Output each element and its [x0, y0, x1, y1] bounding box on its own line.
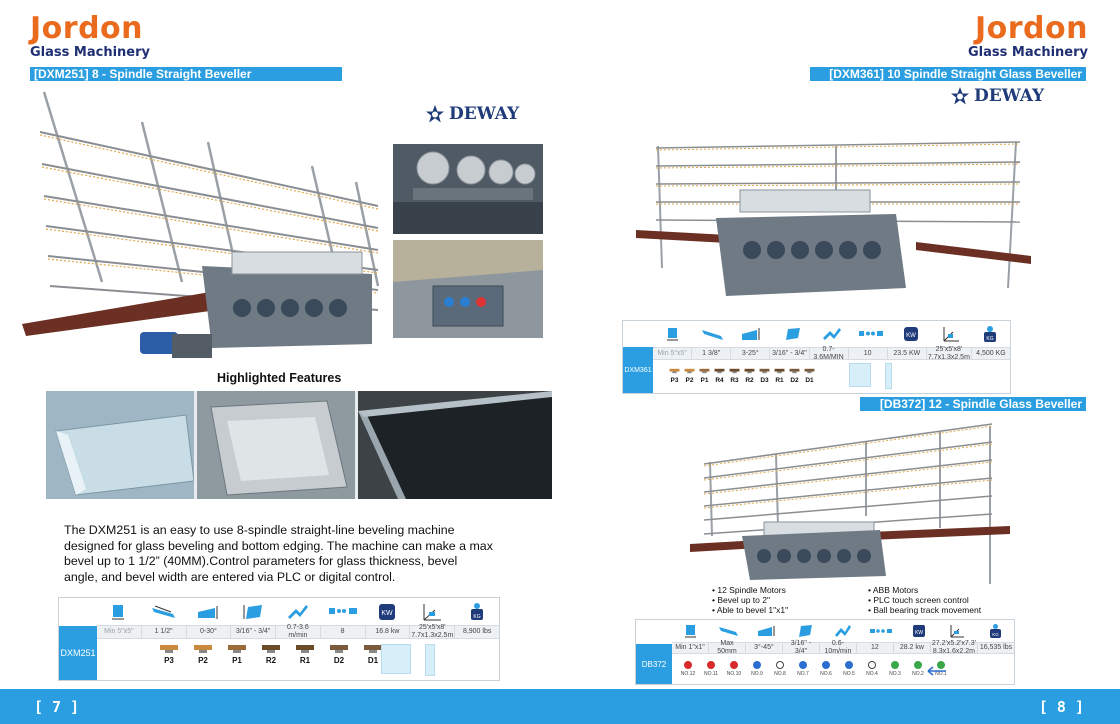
wheel-sequence	[159, 644, 383, 665]
svg-text:KW: KW	[381, 609, 393, 617]
feature-list-b	[868, 585, 981, 615]
spec-speed: 0.6-10m/min	[820, 643, 857, 653]
spec-power: 23.5 KW	[888, 348, 927, 359]
spec-bevel-angle: 3°-45°	[746, 643, 783, 653]
spindle-dot	[839, 661, 859, 677]
spindle-dot-marker	[891, 661, 899, 669]
spindle-dot-label: NO.11	[703, 671, 719, 677]
wheel-item: R1	[295, 644, 315, 665]
feature-item: • 12 Spindle Motors	[712, 585, 788, 595]
wheel-item: D2	[329, 644, 349, 665]
brand-name: Jordon	[30, 11, 144, 46]
spec-bevel-width: 1 3/8"	[692, 348, 731, 359]
glass-preview	[381, 644, 411, 674]
spec-table-dxm251	[58, 597, 500, 681]
glass-size-icon	[97, 598, 142, 625]
machine-image-db372	[690, 416, 1020, 584]
wheel-item: D3	[759, 367, 770, 384]
spindle-dot-marker	[707, 661, 715, 669]
spec-icon-row	[97, 598, 499, 625]
bevel-angle-icon	[732, 321, 772, 347]
feature-item: • Bevel up to 2"	[712, 595, 788, 605]
spindle-dot-marker	[730, 661, 738, 669]
glass-size-icon	[672, 620, 710, 642]
feature-photo-mirror-edge	[358, 391, 552, 499]
wheel-item: D1	[804, 367, 815, 384]
spindle-dot-marker	[684, 661, 692, 669]
feature-item: • ABB Motors	[868, 585, 981, 595]
weight-icon	[454, 598, 499, 625]
feature-item: • PLC touch screen control	[868, 595, 981, 605]
wheel-item: R2	[261, 644, 281, 665]
page-number-left: [ 7 ]	[34, 698, 80, 716]
spec-value-row	[672, 642, 1014, 654]
section-title-dxm251: [DXM251] 8 - Spindle Straight Beveller	[30, 67, 342, 81]
svg-text:KW: KW	[914, 630, 924, 636]
glass-size-icon	[653, 321, 693, 347]
wheel-icon	[295, 644, 315, 654]
wheel-item: P3	[159, 644, 179, 665]
wheel-icon	[159, 644, 179, 654]
brand-logo-left	[30, 11, 150, 60]
feature-photo-bevelled-glass	[197, 391, 355, 499]
weight-icon	[976, 620, 1014, 642]
spindle-dot-label: NO.2	[912, 671, 924, 677]
wheel-item: R3	[729, 367, 740, 384]
power-kw-icon	[891, 321, 931, 347]
bevel-width-icon	[142, 598, 187, 625]
spindle-count-icon	[851, 321, 891, 347]
bevel-preview	[885, 363, 892, 389]
wheel-item: R2	[744, 367, 755, 384]
spindle-dot-marker	[753, 661, 761, 669]
deway-name: DEWAY	[974, 86, 1045, 106]
wheel-icon	[363, 644, 383, 654]
bevel-width-icon	[710, 620, 748, 642]
spec-value-row	[97, 625, 499, 639]
spindle-dot-label: NO.5	[843, 671, 855, 677]
deway-logo	[425, 104, 519, 124]
deway-name: DEWAY	[449, 104, 520, 124]
dimensions-icon	[938, 620, 976, 642]
wheel-icon	[193, 644, 213, 654]
wheel-icon	[227, 644, 247, 654]
spec-thickness: 3/16" - 3/4"	[231, 626, 276, 638]
spindle-dot-label: NO.10	[726, 671, 742, 677]
power-kw-icon	[900, 620, 938, 642]
spindle-dot-marker	[868, 661, 876, 669]
spec-icon-row	[672, 620, 1014, 642]
brand-name: Jordon	[974, 11, 1088, 46]
spec-power: 28.2 kw	[894, 643, 931, 653]
wheel-icon	[329, 644, 349, 654]
section-title-db372: [DB372] 12 - Spindle Glass Beveller	[860, 397, 1086, 411]
spec-min-size: Min 1"x1"	[672, 643, 709, 653]
weight-icon	[970, 321, 1010, 347]
wheel-icon	[774, 367, 785, 375]
spindle-count-icon	[320, 598, 365, 625]
spec-dimensions: 27.2'x5.2'x7.3' 8.3x1.6x2.2m	[931, 640, 976, 655]
svg-text:KW: KW	[906, 333, 916, 339]
spec-spindles: 8	[321, 626, 366, 638]
spindle-count-icon	[862, 620, 900, 642]
feature-item: • Able to bevel 1"x1"	[712, 605, 788, 615]
wheel-item: P3	[669, 367, 680, 384]
spec-weight: 8,900 lbs	[462, 628, 492, 635]
spindle-dot-marker	[776, 661, 784, 669]
spindle-dot	[908, 661, 928, 677]
spindle-dot-marker	[845, 661, 853, 669]
spec-speed: 0.7-3.6M/MIN	[810, 348, 849, 359]
spec-thickness: 3/16" - 3/4"	[783, 643, 820, 653]
spindle-dot-label: NO.6	[820, 671, 832, 677]
spec-dimensions: 25'x5'x8' 7.7x1.3x2.5m	[927, 345, 970, 361]
model-label: DXM251	[59, 626, 97, 680]
wheel-item: P1	[699, 367, 710, 384]
spec-dimensions: 25'x5'x8' 7.7x1.3x2.5m	[411, 624, 454, 639]
spindle-dot-label: NO.7	[797, 671, 809, 677]
highlighted-features-heading: Highlighted Features	[217, 371, 342, 385]
glass-thickness-icon	[231, 598, 276, 625]
wheel-icon	[744, 367, 755, 375]
wheel-item: P2	[193, 644, 213, 665]
brand-tagline: Glass Machinery	[968, 45, 1088, 60]
deway-star-icon	[950, 86, 970, 106]
model-label: DB372	[636, 644, 672, 684]
wheel-icon	[789, 367, 800, 375]
bevel-preview	[425, 644, 435, 676]
section-title-dxm361: [DXM361] 10 Spindle Straight Glass Beveller	[810, 67, 1086, 81]
spindle-dot	[885, 661, 905, 677]
spindle-dot	[724, 661, 744, 677]
spec-spindles: 10	[849, 348, 888, 359]
spindle-dot-marker	[799, 661, 807, 669]
feature-item: • Ball bearing track movement	[868, 605, 981, 615]
spec-thickness: 3/16" - 3/4"	[770, 348, 809, 359]
spec-table-db372	[635, 619, 1015, 685]
spec-bevel-angle: 3-25°	[731, 348, 770, 359]
spindle-dot	[770, 661, 790, 677]
spindle-dot-label: NO.8	[774, 671, 786, 677]
wheel-item: R1	[774, 367, 785, 384]
wheel-icon	[804, 367, 815, 375]
wheel-item: D2	[789, 367, 800, 384]
glass-preview	[849, 363, 871, 387]
glass-thickness-icon	[786, 620, 824, 642]
spec-icon-row	[653, 321, 1010, 347]
spindle-dot	[678, 661, 698, 677]
dimensions-icon	[410, 598, 455, 625]
spindle-dot-label: NO.12	[680, 671, 696, 677]
bevel-angle-icon	[748, 620, 786, 642]
svg-text:KG: KG	[473, 613, 481, 620]
brand-logo-right	[968, 11, 1088, 60]
spec-max-bevel: Max 50mm	[709, 643, 746, 653]
feature-list-a	[712, 585, 788, 615]
spec-speed: 0.7-3.6 m/min	[276, 626, 321, 638]
wheel-item: P2	[684, 367, 695, 384]
spindle-dot-label: NO.4	[866, 671, 878, 677]
glass-thickness-icon	[772, 321, 812, 347]
wheel-icon	[684, 367, 695, 375]
wheel-sequence	[669, 367, 815, 384]
svg-text:KG: KG	[986, 336, 994, 342]
spec-min-size: Min 5"x5"	[97, 626, 142, 638]
speed-icon	[812, 321, 852, 347]
spindle-dot	[747, 661, 767, 677]
wheel-item: P1	[227, 644, 247, 665]
spec-power: 16.8 kw	[366, 626, 411, 638]
wheel-item: R4	[714, 367, 725, 384]
machine-image-dxm361	[636, 138, 1031, 306]
spindle-dot-marker	[914, 661, 922, 669]
wheel-icon	[669, 367, 680, 375]
spindle-sequence	[678, 661, 951, 677]
wheel-icon	[714, 367, 725, 375]
wheel-icon	[759, 367, 770, 375]
spindle-dot-marker	[822, 661, 830, 669]
speed-icon	[276, 598, 321, 625]
bevel-angle-icon	[186, 598, 231, 625]
spindle-dot-label: NO.1	[935, 671, 947, 677]
detail-photo-control-panel	[393, 240, 543, 338]
spec-table-dxm361	[622, 320, 1011, 394]
bevel-width-icon	[693, 321, 733, 347]
spec-spindles: 12	[857, 643, 894, 653]
power-kw-icon	[365, 598, 410, 625]
machine-image-dxm251	[22, 86, 384, 366]
spindle-dot	[862, 661, 882, 677]
dimensions-icon	[931, 321, 971, 347]
spec-bevel-width: 1 1/2"	[142, 626, 187, 638]
features-photo-strip	[46, 391, 552, 499]
arrow-left-icon	[926, 666, 948, 676]
spindle-dot	[793, 661, 813, 677]
spec-weight: 16,535 lbs	[979, 644, 1013, 651]
speed-icon	[824, 620, 862, 642]
spec-value-row	[653, 347, 1010, 360]
wheel-icon	[261, 644, 281, 654]
page-number-right: [ 8 ]	[1038, 698, 1084, 716]
detail-photo-motors	[393, 144, 543, 234]
spec-bevel-angle: 0-30°	[187, 626, 232, 638]
wheel-item: D1	[363, 644, 383, 665]
model-label: DXM361	[623, 347, 653, 393]
brand-tagline: Glass Machinery	[30, 45, 150, 60]
wheel-icon	[729, 367, 740, 375]
page-footer	[0, 689, 1120, 724]
deway-star-icon	[425, 104, 445, 124]
feature-photo-bevel-edge	[46, 391, 194, 499]
spec-min-size: Min 5"x5"	[653, 348, 692, 359]
spindle-dot	[816, 661, 836, 677]
deway-logo	[950, 86, 1044, 106]
spindle-dot-label: NO.9	[751, 671, 763, 677]
spindle-dot	[701, 661, 721, 677]
svg-text:KG: KG	[991, 632, 999, 637]
product-description: The DXM251 is an easy to use 8-spindle straight-line beveling machine designed for glass beveling and bottom edging. The machine can make a max bevel up to 1 1/2” (40MM).Control parameters for glass thickness, bevel angle, and bevel width are entered via PLC or digital control.	[64, 523, 493, 584]
wheel-icon	[699, 367, 710, 375]
spindle-dot-label: NO.3	[889, 671, 901, 677]
spec-weight: 4,500 KG	[976, 349, 1006, 357]
